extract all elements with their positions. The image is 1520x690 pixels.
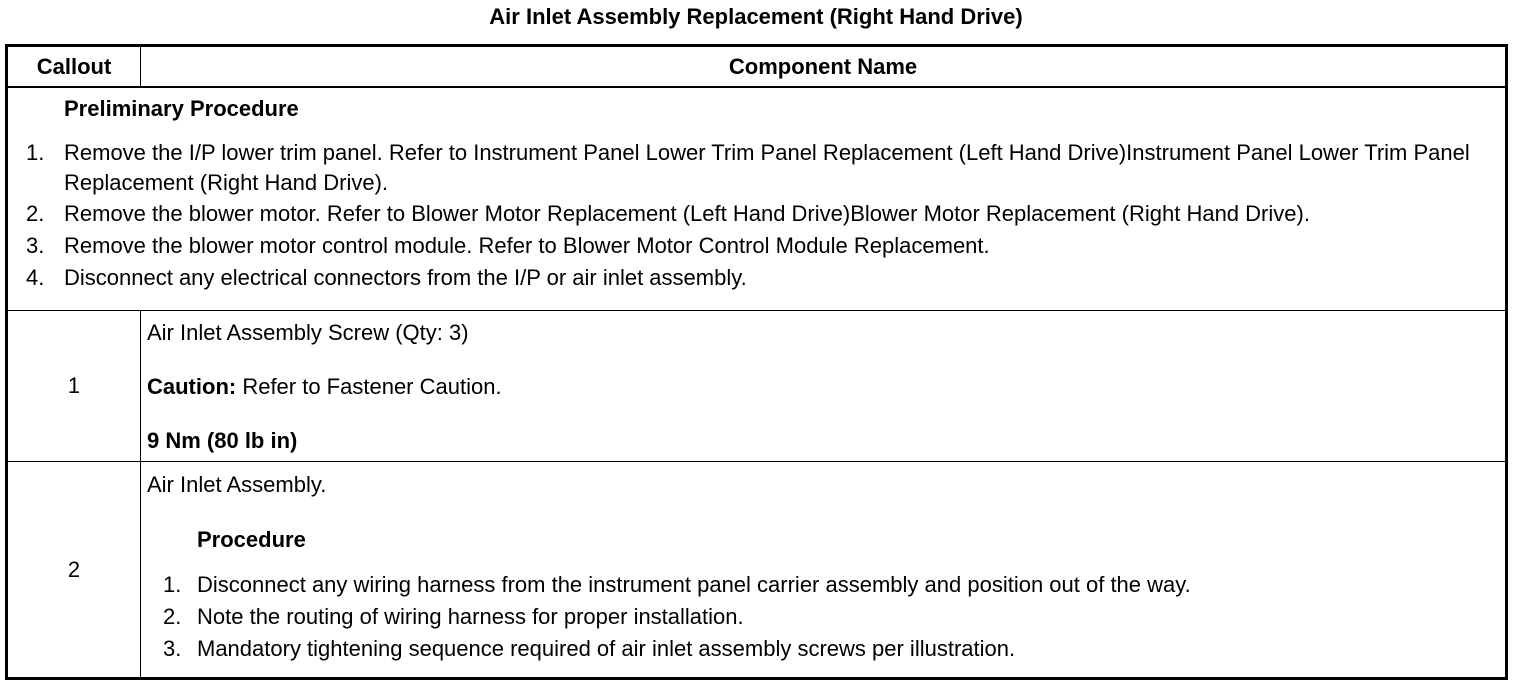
torque-spec: 9 Nm (80 lb in): [147, 428, 298, 453]
preliminary-row: [7, 87, 1507, 311]
component-name: Air Inlet Assembly.: [147, 472, 327, 497]
component-cell: [141, 462, 1507, 679]
procedure-table: [5, 44, 1508, 680]
step-number: 4.: [26, 265, 45, 290]
table-row: [7, 462, 1507, 679]
table-header-row: [7, 46, 1507, 88]
preliminary-steps: [8, 138, 1505, 294]
procedure-step: [147, 601, 1505, 633]
step-number: 2.: [163, 604, 182, 629]
preliminary-step: [8, 138, 1505, 198]
caution-text: Refer to Fastener Caution.: [236, 374, 502, 399]
step-number: 1.: [26, 140, 45, 165]
step-number: 3.: [26, 233, 45, 258]
preliminary-heading: Preliminary Procedure: [64, 96, 299, 121]
step-text: Remove the I/P lower trim panel. Refer to Instrument Panel Lower Trim Panel Replacement (Left Hand Drive)Instrument Panel Lower Trim Panel Replacement (Right Hand Drive).: [64, 140, 1470, 195]
step-text: Disconnect any wiring harness from the instrument panel carrier assembly and position out of the way.: [197, 572, 1191, 597]
preliminary-step: [8, 198, 1505, 230]
preliminary-cell: [7, 87, 1507, 311]
header-callout: Callout: [7, 46, 141, 88]
step-number: 1.: [163, 572, 182, 597]
table-row: [7, 311, 1507, 462]
header-component-name: Component Name: [141, 46, 1507, 88]
step-text: Remove the blower motor control module. Refer to Blower Motor Control Module Replacement.: [64, 233, 990, 258]
preliminary-step: [8, 230, 1505, 262]
step-number: 2.: [26, 201, 45, 226]
component-name: Air Inlet Assembly Screw (Qty: 3): [147, 320, 469, 345]
step-text: Remove the blower motor. Refer to Blower Motor Replacement (Left Hand Drive)Blower Motor Replacement (Right Hand Drive).: [64, 201, 1310, 226]
procedure-step: [147, 633, 1505, 665]
callout-number: 2: [7, 462, 141, 679]
step-text: Note the routing of wiring harness for proper installation.: [197, 604, 744, 629]
step-text: Mandatory tightening sequence required of air inlet assembly screws per illustration.: [197, 636, 1016, 661]
component-cell: [141, 311, 1507, 462]
caution-line: [147, 374, 1505, 400]
procedure-step: [147, 569, 1505, 601]
callout-number: 1: [7, 311, 141, 462]
step-number: 3.: [163, 636, 182, 661]
procedure-heading: Procedure: [197, 527, 306, 552]
step-text: Disconnect any electrical connectors from the I/P or air inlet assembly.: [64, 265, 747, 290]
caution-label: Caution:: [147, 374, 237, 399]
preliminary-step: [8, 262, 1505, 294]
page-title: Air Inlet Assembly Replacement (Right Hand Drive): [489, 4, 1023, 29]
procedure-steps: [147, 569, 1505, 665]
